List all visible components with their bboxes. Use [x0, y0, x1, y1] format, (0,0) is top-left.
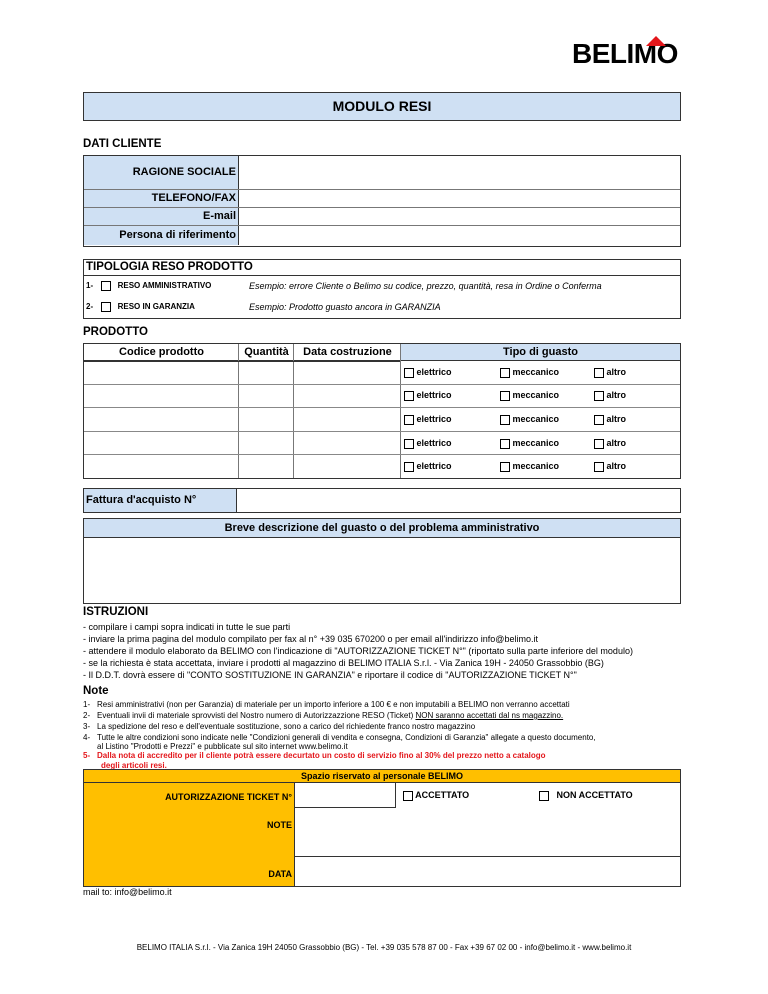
note-item: 2- Eventuali invii di materiale sprovvisti del Nostro numero di Autorizzazzione RESO (Ticket) NON saranno accettati dal ns magazzino.	[83, 711, 564, 720]
footer: BELIMO ITALIA S.r.l. - Via Zanica 19H 24050 Grassobbio (BG) - Tel. +39 035 578 87 00 - Fax +39 67 02 00 - info@belimo.it - www.belimo.it	[136, 943, 632, 952]
col-product-code: Codice prodotto	[84, 344, 239, 361]
return-type-1-num: 1-	[86, 281, 94, 291]
return-type-2-num: 2-	[86, 302, 94, 312]
return-type-1	[86, 281, 211, 291]
fault-row-1-other[interactable]: altro	[594, 367, 626, 378]
divider	[84, 454, 680, 455]
fault-row-2-electric[interactable]: elettrico	[404, 390, 452, 401]
divider	[84, 275, 680, 276]
checkbox-icon	[594, 462, 604, 472]
divider	[84, 407, 680, 408]
return-type-1-label: RESO AMMINISTRATIVO	[117, 281, 212, 291]
checkbox-icon	[594, 368, 604, 378]
checkbox-icon	[404, 415, 414, 425]
invoice-label: Fattura d'acquisto N°	[84, 489, 237, 512]
divider	[84, 384, 680, 385]
email-label: E-mail	[84, 208, 239, 225]
note-item-important: 5- Dalla nota di accredito per il cliente potrà essere decurtato un costo di servizio fino al 30% del prezzo netto a catalogo	[83, 751, 546, 760]
note-item-important-cont: degli articoli resi.	[101, 761, 167, 770]
checkbox-icon	[404, 462, 414, 472]
return-type-2-example: Esempio: Prodotto guasto ancora in GARANZIA	[249, 302, 441, 312]
fault-row-2-mechanical[interactable]: meccanico	[500, 390, 559, 401]
note-item: 3- La spedizione del reso e dell'eventuale sostituzione, sono a carico del richiedente franco nostro magazzino	[83, 722, 476, 731]
note-item: 4- Tutte le altre condizioni sono indicate nelle "Condizioni generali di vendita e consegna, Condizioni di Garanzia" allegate a questo documento,	[83, 733, 596, 742]
fault-row-5-other[interactable]: altro	[594, 461, 626, 472]
divider	[84, 431, 680, 432]
divider	[293, 344, 294, 478]
accepted-option[interactable]: ACCETTATO	[403, 790, 469, 801]
return-type-1-example: Esempio: errore Cliente o Belimo su codice, prezzo, quantità, resa in Ordine o Conferma	[249, 281, 602, 291]
col-fault-type: Tipo di guasto	[401, 344, 680, 361]
instruction-line: - se la richiesta è stata accettata, inviare i prodotti al magazzino di BELIMO ITALIA S.r.l. - Via Zanica 19H - 24050 Grassobbio (BG)	[83, 658, 604, 668]
fault-row-1-mechanical[interactable]: meccanico	[500, 367, 559, 378]
fault-row-5-electric[interactable]: elettrico	[404, 461, 452, 472]
return-type-2-checkbox[interactable]	[101, 302, 111, 312]
checkbox-icon	[500, 368, 510, 378]
col-quantity: Quantità	[239, 344, 294, 361]
checkbox-icon	[539, 791, 549, 801]
return-type-box	[83, 259, 681, 319]
email-row	[84, 208, 680, 226]
phone-fax-label: TELEFONO/FAX	[84, 190, 239, 207]
description-field[interactable]	[84, 538, 680, 603]
checkbox-icon	[500, 439, 510, 449]
customer-data-table	[83, 155, 681, 247]
instruction-line: - Il D.D.T. dovrà essere di "CONTO SOSTITUZIONE IN GARANZIA" e riportare il codice di "AUTORIZZAZIONE TICKET N°"	[83, 670, 577, 680]
checkbox-icon	[594, 415, 604, 425]
return-type-1-checkbox[interactable]	[101, 281, 111, 291]
phone-fax-field[interactable]	[240, 190, 680, 207]
company-name-field[interactable]	[240, 156, 680, 189]
col-build-date: Data costruzione	[294, 344, 401, 361]
fault-row-1-electric[interactable]: elettrico	[404, 367, 452, 378]
notes-heading: Note	[83, 685, 109, 697]
contact-person-label: Persona di riferimento	[84, 226, 239, 245]
ticket-field[interactable]	[295, 783, 396, 808]
checkbox-icon	[594, 391, 604, 401]
divider	[400, 344, 401, 478]
belimo-logo	[572, 38, 682, 78]
checkbox-icon	[404, 439, 414, 449]
description-box	[83, 518, 681, 604]
fault-row-3-mechanical[interactable]: meccanico	[500, 414, 559, 425]
fault-row-4-electric[interactable]: elettrico	[404, 438, 452, 449]
return-type-heading: TIPOLOGIA RESO PRODOTTO	[86, 261, 253, 273]
instruction-line: - compilare i campi sopra indicati in tutte le sue parti	[83, 622, 291, 632]
staff-note-label: NOTE	[266, 820, 292, 830]
invoice-field[interactable]	[238, 489, 680, 512]
contact-person-row	[84, 226, 680, 245]
divider	[84, 361, 400, 362]
staff-note-field[interactable]	[295, 808, 680, 857]
logo-arrow-icon	[646, 36, 666, 46]
company-name-label: RAGIONE SOCIALE	[84, 156, 239, 189]
fault-row-3-electric[interactable]: elettrico	[404, 414, 452, 425]
checkbox-icon	[500, 415, 510, 425]
checkbox-icon	[404, 368, 414, 378]
customer-data-heading: DATI CLIENTE	[83, 138, 162, 150]
contact-person-field[interactable]	[240, 226, 680, 245]
divider	[238, 344, 239, 478]
mail-to: mail to: info@belimo.it	[83, 887, 172, 897]
date-label: DATA	[268, 869, 292, 879]
fault-row-4-mechanical[interactable]: meccanico	[500, 438, 559, 449]
checkbox-icon	[594, 439, 604, 449]
description-label: Breve descrizione del guasto o del problema amministrativo	[84, 519, 680, 538]
staff-area	[83, 769, 681, 887]
return-type-2-label: RESO IN GARANZIA	[117, 302, 195, 312]
fault-row-5-mechanical[interactable]: meccanico	[500, 461, 559, 472]
phone-fax-row	[84, 190, 680, 208]
company-name-row	[84, 156, 680, 190]
email-field[interactable]	[240, 208, 680, 225]
form-title: MODULO RESI	[83, 92, 681, 121]
instruction-line: - inviare la prima pagina del modulo compilato per fax al n° +39 035 670200 o per email all'indirizzo info@belimo.it	[83, 634, 538, 644]
note-item-cont: al Listino "Prodotti e Prezzi" e pubblicate sul sito internet www.belimo.it	[97, 742, 348, 751]
checkbox-icon	[404, 391, 414, 401]
checkbox-icon	[500, 391, 510, 401]
note-item: 1- Resi amministrativi (non per Garanzia) di materiale per un importo inferiore a 100 € e non imputabili a BELIMO non verranno accettati	[83, 700, 570, 709]
staff-labels-column	[84, 783, 295, 886]
ticket-label: AUTORIZZAZIONE TICKET N°	[165, 792, 292, 802]
fault-row-3-other[interactable]: altro	[594, 414, 626, 425]
return-type-2	[86, 302, 195, 312]
logo-text: BELIMO	[572, 38, 678, 69]
product-heading: PRODOTTO	[83, 326, 148, 338]
product-table	[83, 343, 681, 479]
checkbox-icon	[500, 462, 510, 472]
fault-row-4-other[interactable]: altro	[594, 438, 626, 449]
not-accepted-option[interactable]: NON ACCETTATO	[539, 790, 633, 801]
instructions-heading: ISTRUZIONI	[83, 606, 149, 618]
checkbox-icon	[403, 791, 413, 801]
date-field[interactable]	[295, 857, 680, 886]
fault-row-2-other[interactable]: altro	[594, 390, 626, 401]
invoice-row	[83, 488, 681, 513]
staff-area-heading: Spazio riservato al personale BELIMO	[84, 770, 680, 783]
instruction-line: - attendere il modulo elaborato da BELIMO con l'indicazione di "AUTORIZZAZIONE TICKET N°" (riportato sulla parte inferiore del modulo)	[83, 646, 633, 656]
